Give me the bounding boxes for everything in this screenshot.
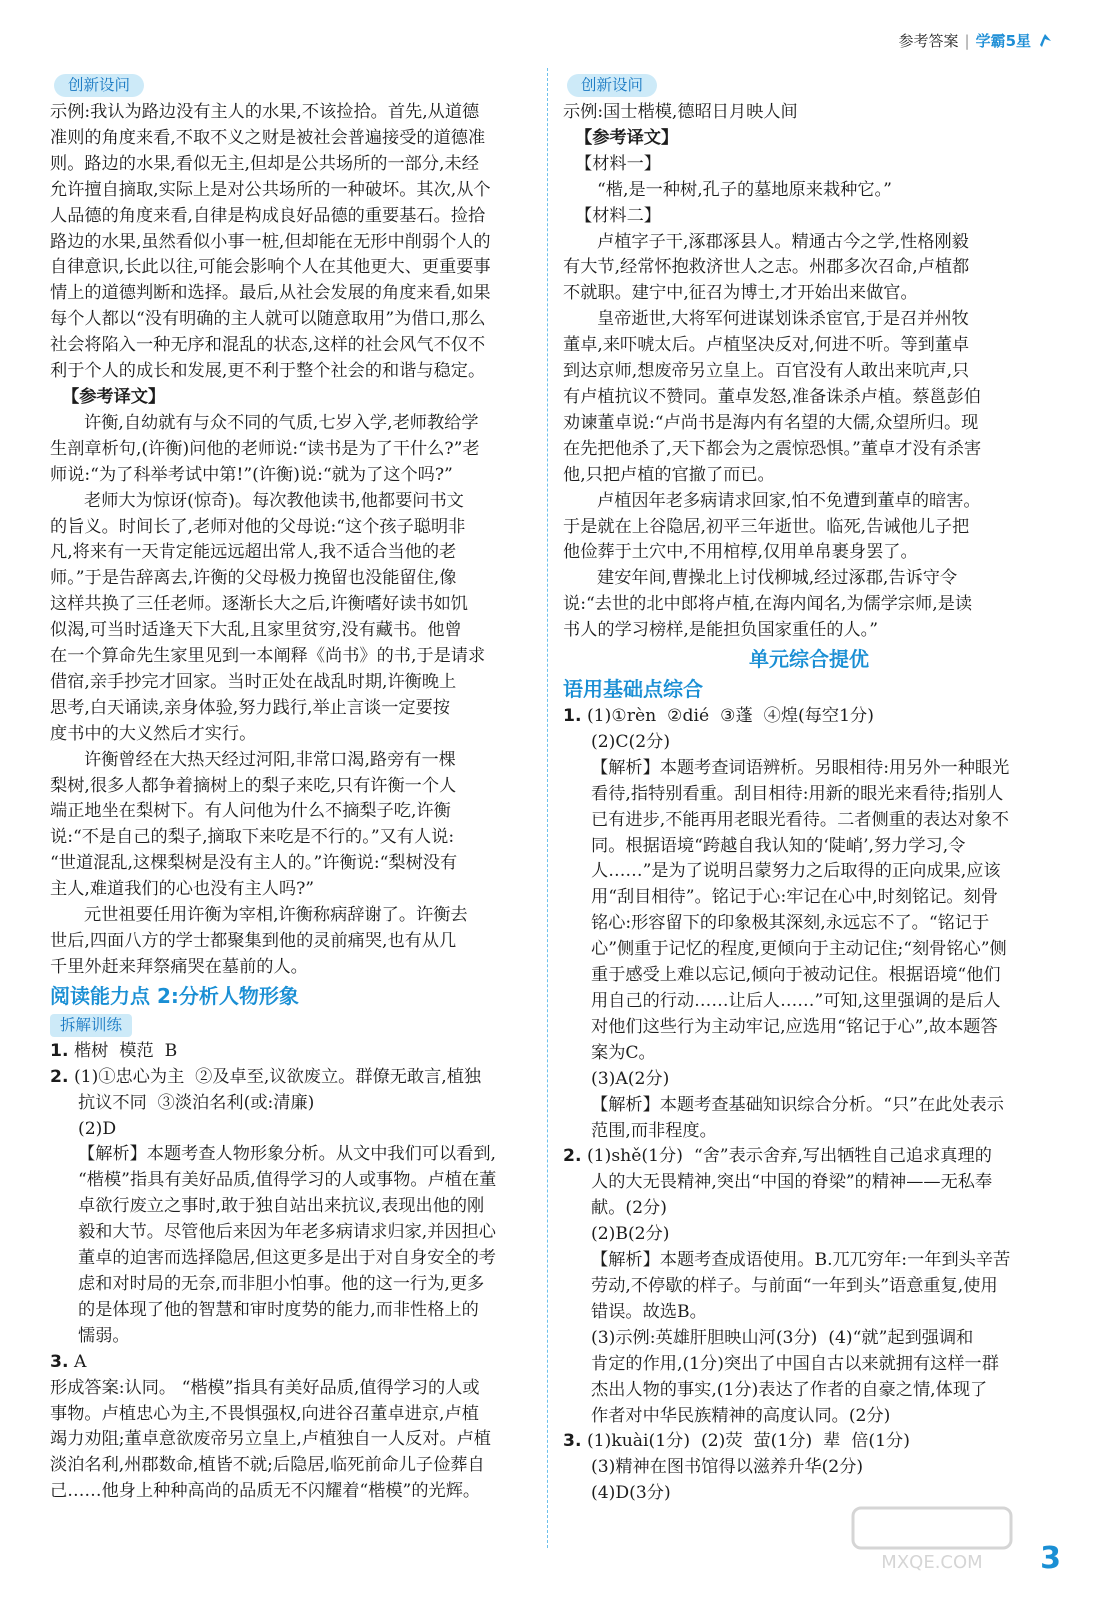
paragraph-line: 卢植字子干,涿郡涿县人。精通古今之学,性格刚毅 bbox=[597, 231, 969, 252]
text-line: 铭心:形容留下的印象极其深刻,永远忘不了。“铭记于 bbox=[591, 913, 990, 934]
text-line: 懦弱。 bbox=[78, 1325, 130, 1346]
essay-example bbox=[50, 100, 537, 385]
reference-translation-heading-right: 【参考译文】 bbox=[575, 127, 679, 148]
answer-3-formed-answer bbox=[50, 1376, 537, 1506]
text-line: 错误。故选B。 bbox=[591, 1301, 707, 1322]
text-line: 范围,而非程度。 bbox=[591, 1120, 717, 1141]
header-separator: | bbox=[964, 31, 970, 50]
paragraph-line: 主人,难道我们的心也没有主人吗?” bbox=[50, 879, 315, 900]
answer-2-first bbox=[50, 1065, 537, 1091]
paragraph-line: 师说:“为了科举考试中第!”(许衡)说:“就为了这个吗?” bbox=[50, 464, 453, 485]
text-line: (3)精神在图书馆得以滋养升华(2分) bbox=[591, 1457, 864, 1478]
paragraph-line: 许衡,自幼就有与众不同的气质,七岁入学,老师教给学 bbox=[84, 412, 479, 433]
paragraph-line: 书人的学习榜样,是能担负国家重任的人。” bbox=[563, 620, 879, 641]
answer-1-text: 楷树 模范 B bbox=[73, 1040, 178, 1061]
text-line: 劳动,不停歇的样子。与前面“一年到头”语意重复,使用 bbox=[591, 1275, 998, 1296]
paragraph-line: 借宿,亲手抄完才回家。当时正处在战乱时期,许衡晚上 bbox=[50, 671, 457, 692]
right-answer-1-body bbox=[563, 730, 1055, 1145]
material-2-heading: 【材料二】 bbox=[575, 205, 661, 226]
unit-comprehensive-title: 单元综合提优 bbox=[749, 647, 869, 672]
text-line: 【解析】本题考查人物形象分析。从文中我们可以看到, bbox=[78, 1144, 496, 1165]
right-answer-2-number: 2. bbox=[563, 1146, 582, 1167]
paragraph-line: 这样共换了三任老师。逐渐长大之后,许衡嗜好读书如饥 bbox=[50, 594, 468, 615]
text-line: 看待,指特别看重。刮目相待:用新的眼光来看待;指别人 bbox=[591, 783, 1004, 804]
answer-2-body bbox=[50, 1091, 537, 1350]
answer-1-number: 1. bbox=[50, 1040, 69, 1061]
answer-1 bbox=[50, 1039, 537, 1065]
text-line: 【解析】本题考查词语辨析。另眼相待:用另外一种眼光 bbox=[591, 757, 1010, 778]
text-line: 人品德的角度来看,自律是构成良好品德的重要基石。捡拾 bbox=[50, 205, 486, 226]
example-answer: 示例:国士楷模,德昭日月映人间 bbox=[563, 102, 798, 122]
right-answer-2-line-1: (1)shě(1分) “舍”表示舍弃,写出牺牲自己追求真理的 bbox=[586, 1146, 992, 1167]
right-answer-2-body bbox=[563, 1170, 1055, 1429]
section-title-character-analysis: 阅读能力点 2:分析人物形象 bbox=[50, 983, 299, 1008]
text-line: 肯定的作用,(1分)突出了中国自古以来就拥有这样一群 bbox=[591, 1353, 999, 1374]
material-1-text: “楷,是一种树,孔子的墓地原来栽种它。” bbox=[597, 179, 892, 200]
paragraph-line: 梨树,很多人都争着摘树上的梨子来吃,只有许衡一个人 bbox=[50, 775, 457, 796]
paragraph-line: 师。”于是告辞离去,许衡的父母极力挽留也没能留住,像 bbox=[50, 568, 457, 589]
text-line: 已有进步,不能再用老眼光看待。二者侧重的表达对象不 bbox=[591, 809, 1009, 830]
paragraph-line: 思考,白天诵读,亲身体验,努力践行,举止言谈一定要按 bbox=[50, 697, 450, 718]
paragraph-line: 千里外赶来拜祭痛哭在墓前的人。 bbox=[50, 956, 308, 977]
paragraph-line: 董卓,来吓唬太后。卢植坚决反对,何进不听。等到董卓 bbox=[563, 335, 970, 356]
column-divider bbox=[547, 68, 548, 1548]
text-line: 形成答案:认同。 “楷模”指具有美好品质,值得学习的人或 bbox=[50, 1377, 480, 1398]
text-line: 抗议不同 ③淡泊名利(或:清廉) bbox=[78, 1092, 315, 1113]
paragraph-line: 在一个算命先生家里见到一本阐释《尚书》的书,于是请求 bbox=[50, 646, 486, 667]
text-line: 己……他身上种种高尚的品质无不闪耀着“楷模”的光辉。 bbox=[50, 1481, 481, 1502]
right-answer-3-first bbox=[563, 1429, 1055, 1455]
right-answer-3-number: 3. bbox=[563, 1431, 582, 1452]
text-line: 重于感受上难以忘记,倾向于被动记住。根据语境“他们 bbox=[591, 965, 1001, 986]
answer-2-number: 2. bbox=[50, 1066, 69, 1087]
text-line: 利于个人的成长和发展,更不利于整个社会的和谐与稳定。 bbox=[50, 361, 486, 382]
text-line: 作者对中华民族精神的高度认同。(2分) bbox=[591, 1405, 891, 1426]
paragraph-line: 说:“去世的北中郎将卢植,在海内闻名,为儒学宗师,是读 bbox=[563, 594, 973, 615]
paragraph-line: 老师大为惊讶(惊奇)。每次教他读书,他都要问书文 bbox=[84, 490, 464, 511]
paragraph-line: 建安年间,曹操北上讨伐柳城,经过涿郡,告诉守令 bbox=[597, 568, 958, 589]
right-answer-3-body bbox=[563, 1455, 1055, 1507]
paragraph-line: 卢植因年老多病请求回家,怕不免遭到董卓的暗害。 bbox=[597, 490, 981, 511]
text-line: (3)A(2分) bbox=[591, 1068, 670, 1089]
text-line: 自律意识,长此以往,可能会影响个人在其他更大、更重要事 bbox=[50, 257, 491, 278]
paragraph-line: 于是就在上谷隐居,初平三年逝世。临死,告诫他儿子把 bbox=[563, 516, 970, 537]
text-line: 【解析】本题考查基础知识综合分析。“只”在此处表示 bbox=[591, 1094, 1004, 1115]
text-line: (2)B(2分) bbox=[591, 1224, 670, 1245]
text-line: 竭力劝阻;董卓意欲废帝另立皇上,卢植独自一人反对。卢植 bbox=[50, 1429, 491, 1450]
answer-key-label: 参考答案 bbox=[898, 32, 959, 50]
page-number: 3 bbox=[1040, 1541, 1061, 1576]
text-line: 事物。卢植忠心为主,不畏惧强权,向进谷召董卓进京,卢植 bbox=[50, 1403, 479, 1424]
paragraph-line: 似渴,可当时适逢天下大乱,且家里贫穷,没有藏书。他曾 bbox=[50, 620, 462, 641]
answer-3-text: A bbox=[73, 1351, 87, 1372]
material-2-text bbox=[563, 230, 1055, 645]
innovation-question-tag: 创新设问 bbox=[54, 74, 144, 97]
text-line: 董卓的迫害而选择隐居,但这更多是出于对自身安全的考 bbox=[78, 1248, 496, 1269]
paragraph-line: 世后,四面八方的学士都聚集到他的灵前痛哭,也有从几 bbox=[50, 931, 457, 951]
paragraph-line: 元世祖要任用许衡为宰相,许衡称病辞谢了。许衡去 bbox=[84, 905, 468, 926]
paragraph-line: 的旨义。时间长了,老师对他的父母说:“这个孩子聪明非 bbox=[50, 516, 466, 537]
paragraph-line: “世道混乱,这棵梨树是没有主人的。”许衡说:“梨树没有 bbox=[50, 853, 458, 874]
watermark-logo bbox=[851, 1506, 1013, 1574]
text-line: 献。(2分) bbox=[591, 1198, 667, 1219]
reference-translation-heading: 【参考译文】 bbox=[62, 386, 166, 407]
paragraph-line: 有卢植抗议不赞同。董卓发怒,准备诛杀卢植。蔡邕彭伯 bbox=[563, 386, 981, 407]
answer-3 bbox=[50, 1350, 537, 1376]
watermark-text: MXQE.COM bbox=[881, 1552, 983, 1573]
section-title-language-basics: 语用基础点综合 bbox=[563, 677, 703, 702]
reference-translation-text bbox=[50, 411, 537, 981]
paragraph-line: 皇帝逝世,大将军何进谋划诛杀宦官,于是召并州牧 bbox=[597, 309, 969, 330]
text-line: 杰出人物的事实,(1分)表达了作者的自豪之情,体现了 bbox=[591, 1379, 988, 1400]
text-line: 【解析】本题考查成语使用。B.兀兀穷年:一年到头辛苦 bbox=[591, 1250, 1011, 1271]
innovation-question-tag-right: 创新设问 bbox=[567, 74, 657, 97]
text-line: 的是体现了他的智慧和审时度势的能力,而非性格上的 bbox=[78, 1299, 479, 1320]
paragraph-line: 他,只把卢植的官撤了而已。 bbox=[563, 464, 775, 485]
right-answer-1-line-1: (1)①rèn ②dié ③蓬 ④煌(每空1分) bbox=[586, 706, 874, 727]
text-line: 示例:我认为路边没有主人的水果,不该捡拾。首先,从道德 bbox=[50, 102, 480, 122]
text-line: 人的大无畏精神,突出“中国的脊梁”的精神——无私奉 bbox=[591, 1172, 993, 1193]
paragraph-line: 劝谏董卓说:“卢尚书是海内有名望的大儒,众望所归。现 bbox=[563, 412, 979, 433]
answer-3-number: 3. bbox=[50, 1351, 69, 1372]
text-line: 情上的道德判断和选择。最后,从社会发展的角度来看,如果 bbox=[50, 283, 491, 304]
paragraph-line: 说:“不是自己的梨子,摘取下来吃是不行的。”又有人说: bbox=[50, 827, 455, 848]
right-column bbox=[563, 72, 1055, 1507]
left-column bbox=[50, 72, 537, 1505]
text-line: 心”侧重于记忆的程度,更倾向于主动记住;“刻骨铭心”侧 bbox=[591, 939, 1007, 960]
material-1-heading: 【材料一】 bbox=[575, 153, 661, 174]
paragraph-line: 端正地坐在梨树下。有人问他为什么不摘梨子吃,许衡 bbox=[50, 801, 451, 822]
answer-2-line-1: (1)①忠心为主 ②及卓至,议欲废立。群僚无敢言,植独 bbox=[73, 1066, 482, 1087]
text-line: 允许擅自摘取,实际上是对公共场所的一种破坏。其次,从个 bbox=[50, 179, 491, 200]
text-line: 对他们这些行为主动牢记,应选用“铭记于心”,故本题答 bbox=[591, 1016, 998, 1037]
text-line: 则。路边的水果,看似无主,但却是公共场所的一部分,未经 bbox=[50, 153, 479, 174]
paragraph-line: 凡,将来有一天肯定能远远超出常人,我不适合当他的老 bbox=[50, 542, 457, 563]
text-line: 卓欲行废立之事时,敢于独自站出来抗议,表现出他的刚 bbox=[78, 1196, 485, 1217]
paragraph-line: 度书中的大义然后才实行。 bbox=[50, 723, 257, 744]
text-line: 案为C。 bbox=[591, 1042, 656, 1063]
text-line: 虑和对时局的无奈,而非胆小怕事。他的这一行为,更多 bbox=[78, 1273, 485, 1294]
paragraph-line: 有大节,经常怀抱救济世人之志。州郡多次召命,卢植都 bbox=[563, 257, 970, 278]
paragraph-line: 生剖章析句,(许衡)问他的老师说:“读书是为了干什么?”老 bbox=[50, 438, 480, 459]
right-answer-1-number: 1. bbox=[563, 706, 582, 727]
text-line: “楷模”指具有美好品质,值得学习的人或事物。卢植在董 bbox=[78, 1170, 497, 1191]
right-answer-2-first bbox=[563, 1144, 1055, 1170]
right-answer-3-line-1: (1)kuài(1分) (2)荧 萤(1分) 辈 倍(1分) bbox=[586, 1431, 910, 1452]
text-line: 淡泊名利,州郡数命,植皆不就;后隐居,临死前命儿子俭葬自 bbox=[50, 1455, 485, 1476]
page-header bbox=[898, 30, 1053, 51]
breakdown-training-tag: 拆解训练 bbox=[50, 1014, 132, 1037]
brand-logo: 学霸5星 bbox=[975, 32, 1031, 50]
text-line: 用“刮目相待”。铭记于心:牢记在心中,时刻铭记。刻骨 bbox=[591, 887, 998, 908]
text-line: (3)示例:英雄肝胆映山河(3分) (4)“就”起到强调和 bbox=[591, 1327, 974, 1348]
text-line: 人……”是为了说明吕蒙努力之后取得的正向成果,应该 bbox=[591, 861, 1001, 882]
text-line: 用自己的行动……让后人……”可知,这里强调的是后人 bbox=[591, 991, 1001, 1011]
brand-star-icon bbox=[1037, 33, 1053, 49]
paragraph-line: 许衡曾经在大热天经过河阳,非常口渴,路旁有一棵 bbox=[84, 749, 456, 770]
text-line: 路边的水果,虽然看似小事一桩,但却能在无形中削弱个人的 bbox=[50, 231, 491, 252]
paragraph-line: 在先把他杀了,天下都会为之震惊恐惧。”董卓才没有杀害 bbox=[563, 438, 982, 459]
text-line: (2)C(2分) bbox=[591, 731, 671, 752]
paragraph-line: 他俭葬于土穴中,不用棺椁,仅用单帛裹身罢了。 bbox=[563, 542, 918, 563]
right-answer-1-first bbox=[563, 704, 1055, 730]
text-line: (2)D bbox=[78, 1118, 117, 1139]
text-line: 社会将陷入一种无序和混乱的状态,这样的社会风气不仅不 bbox=[50, 335, 486, 356]
text-line: 同。根据语境“跨越自我认知的‘陡峭’,努力学习,令 bbox=[591, 835, 966, 856]
text-line: 毅和大节。尽管他后来因为年老多病请求归家,并因担心 bbox=[78, 1222, 496, 1243]
text-line: (4)D(3分) bbox=[591, 1483, 671, 1504]
text-line: 准则的角度来看,不取不义之财是被社会普遍接受的道德准 bbox=[50, 127, 486, 148]
text-line: 每个人都以“没有明确的主人就可以随意取用”为借口,那么 bbox=[50, 309, 486, 330]
paragraph-line: 到达京师,想废帝另立皇上。百官没有人敢出来吭声,只 bbox=[563, 361, 970, 382]
paragraph-line: 不就职。建宁中,征召为博士,才开始出来做官。 bbox=[563, 283, 918, 304]
